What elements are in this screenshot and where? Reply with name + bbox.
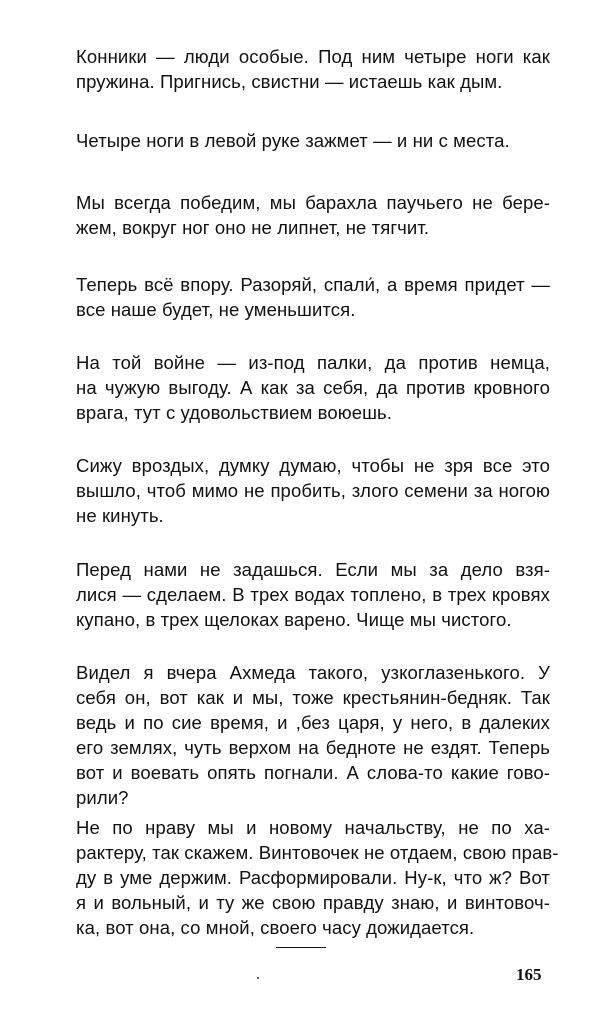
text-line: рактеру, так скажем. Винтовочек не отдаем, свою прав-	[76, 842, 559, 863]
text-line: Четыре ноги в левой руке зажмет — и ни с места.	[76, 130, 510, 151]
text-line: Конники — люди особые. Под ним четыре ноги как	[76, 46, 550, 67]
text-line: вышло, чтоб мимо не пробить, злого семени за ногою	[76, 480, 550, 501]
text-line: купано, в трех щелоках варено. Чище мы чистого.	[76, 609, 512, 630]
paragraph-2	[76, 128, 550, 153]
text-line: я и вольный, и ту же свою правду знаю, и винтовоч-	[76, 892, 550, 913]
paragraph-3	[76, 190, 550, 240]
page-number: 165	[516, 965, 542, 984]
text-line: Сижу вроздых, думку думаю, чтобы не зря все это	[76, 455, 550, 476]
paragraph-6	[76, 453, 550, 528]
text-line: себя он, вот как и мы, тоже крестьянин-бедняк. Так	[76, 687, 550, 708]
text-line: Не по нраву мы и новому начальству, не по ха-	[76, 817, 550, 838]
paragraph-5	[76, 350, 550, 425]
text-line: рили?	[76, 787, 129, 808]
text-line: Перед нами не задашься. Если мы за дело взя-	[76, 559, 550, 580]
text-line: все наше будет, не уменьшится.	[76, 299, 356, 320]
text-line: врага, тут с удовольствием воюешь.	[76, 402, 393, 423]
text-line: На той войне — из-под палки, да против немца,	[76, 352, 550, 373]
text-line: Теперь всё впору. Разоряй, спали́, а время придет —	[76, 274, 550, 295]
text-line: лися — сделаем. В трех водах топлено, в трех кровях	[76, 584, 550, 605]
text-line: ду в уме держим. Расформировали. Ну-к, что ж? Вот	[76, 867, 550, 888]
text-line: пружина. Пригнись, свистни — истаешь как дым.	[76, 71, 503, 92]
print-speck	[257, 977, 259, 979]
text-line: Видел я вчера Ахмеда такого, узкоглазенького. У	[76, 662, 550, 683]
text-line: ведь и по сие время, и ,без царя, у него, в далеких	[76, 712, 550, 733]
section-divider	[276, 947, 326, 948]
paragraph-7	[76, 557, 550, 632]
text-line: Мы всегда победим, мы барахла паучьего не бере-	[76, 192, 550, 213]
text-line: вот и воевать опять погнали. А слова-то какие гово-	[76, 762, 550, 783]
text-line: ка, вот она, со мной, своего часу дожидается.	[76, 917, 475, 938]
text-line: не кинуть.	[76, 505, 164, 526]
text-line: его землях, чуть верхом на бедноте не ездят. Теперь	[76, 737, 550, 758]
paragraph-9	[76, 815, 559, 940]
text-line: жем, вокруг ног оно не липнет, не тягчит.	[76, 217, 430, 238]
paragraph-8	[76, 660, 550, 810]
paragraph-1	[76, 44, 550, 94]
paragraph-4	[76, 272, 550, 322]
text-line: на чужую выгоду. А как за себя, да против кровного	[76, 377, 550, 398]
